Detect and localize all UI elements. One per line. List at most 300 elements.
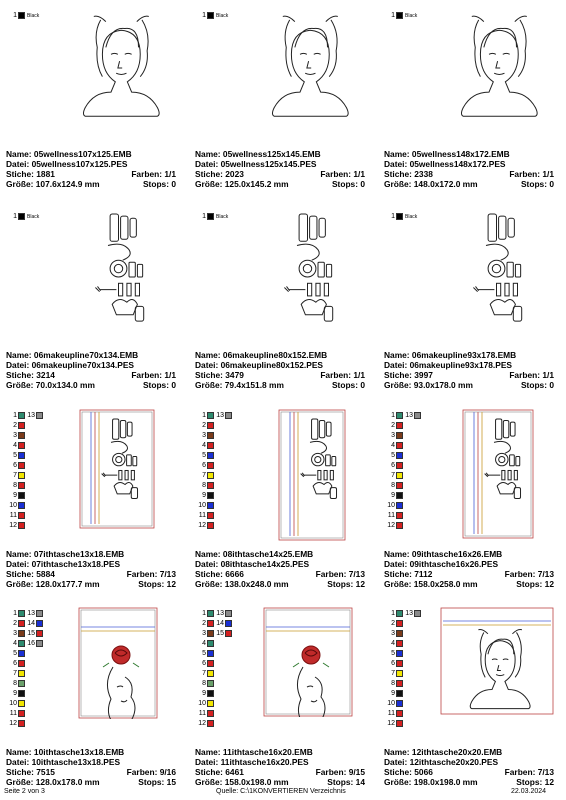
thread-number: 7: [13, 670, 17, 677]
thread-number: 12: [387, 522, 395, 529]
thread-name: Black: [405, 13, 418, 19]
design-preview: [466, 206, 556, 338]
thread-color: [386, 431, 426, 441]
color-swatch: [207, 690, 214, 697]
thread-number: 3: [13, 432, 17, 439]
info-farben: Farben: 7/13: [504, 767, 554, 777]
color-swatch: [396, 472, 403, 479]
color-swatch: [396, 492, 403, 499]
design-preview: [440, 5, 566, 137]
color-swatch: [207, 650, 214, 657]
thread-number: 10: [9, 700, 17, 707]
thread-number: 1: [13, 213, 17, 220]
color-swatch: [396, 432, 403, 439]
color-swatch: [18, 630, 25, 637]
design-preview: [462, 409, 534, 539]
color-swatch: [18, 690, 25, 697]
thread-color: [197, 421, 237, 431]
thread-color: [386, 212, 426, 222]
thread-number: 2: [391, 422, 395, 429]
thread-color: [197, 471, 237, 481]
info-groesse: Größe: 70.0x134.0 mm: [6, 380, 95, 390]
info-groesse: Größe: 158.0x258.0 mm: [384, 579, 478, 589]
thread-number: 9: [13, 492, 17, 499]
color-swatch: [207, 502, 214, 509]
thread-number: 15: [216, 630, 224, 637]
thread-number: 1: [13, 412, 17, 419]
thread-number: 3: [13, 630, 17, 637]
color-swatch: [396, 442, 403, 449]
thread-number: 13: [216, 412, 224, 419]
thread-color: [215, 411, 255, 421]
thread-number: 1: [391, 12, 395, 19]
thread-number: 12: [387, 720, 395, 727]
color-swatch: [396, 213, 403, 220]
info-farben: Farben: 7/13: [504, 569, 554, 579]
thread-color: [8, 481, 48, 491]
color-swatch: [207, 610, 214, 617]
color-swatch: [207, 462, 214, 469]
info-name: Name: 09ithtasche16x26.EMB: [384, 549, 503, 559]
thread-name: Black: [27, 214, 40, 220]
color-swatch: [207, 472, 214, 479]
thread-color: [197, 521, 237, 531]
info-stops: Stops: 14: [327, 777, 365, 787]
thread-color: [8, 461, 48, 471]
color-swatch: [207, 432, 214, 439]
thread-number: 11: [9, 710, 17, 717]
thread-color: [26, 639, 66, 649]
thread-number: 7: [391, 670, 395, 677]
thread-number: 1: [202, 12, 206, 19]
design-preview: [440, 607, 554, 715]
thread-color: [8, 709, 48, 719]
thread-number: 5: [202, 452, 206, 459]
thread-color: [197, 649, 237, 659]
thread-number: 4: [391, 640, 395, 647]
info-stiche: Stiche: 7515: [6, 767, 55, 777]
thread-color: [8, 659, 48, 669]
color-swatch: [36, 412, 43, 419]
thread-color: [197, 669, 237, 679]
info-farben: Farben: 1/1: [320, 169, 365, 179]
color-swatch: [396, 422, 403, 429]
page-number: Seite 2 von 3: [4, 788, 45, 795]
color-swatch: [18, 640, 25, 647]
design-card: [382, 405, 558, 593]
thread-number: 6: [391, 660, 395, 667]
thread-color: [386, 719, 426, 729]
info-farben: Farben: 1/1: [509, 169, 554, 179]
thread-number: 7: [202, 472, 206, 479]
info-stops: Stops: 0: [142, 380, 176, 390]
color-swatch: [396, 412, 403, 419]
thread-name: Black: [216, 214, 229, 220]
thread-number: 4: [13, 640, 17, 647]
info-groesse: Größe: 93.0x178.0 mm: [384, 380, 473, 390]
info-stops: Stops: 0: [520, 380, 554, 390]
thread-color: [386, 659, 426, 669]
color-swatch: [207, 422, 214, 429]
color-swatch: [396, 710, 403, 717]
info-groesse: Größe: 125.0x145.2 mm: [195, 179, 289, 189]
thread-color: [197, 481, 237, 491]
color-swatch: [207, 670, 214, 677]
thread-color: [26, 609, 66, 619]
thread-number: 10: [198, 502, 206, 509]
thread-number: 6: [13, 462, 17, 469]
thread-color: [197, 11, 237, 21]
thread-number: 7: [13, 472, 17, 479]
thread-number: 7: [202, 670, 206, 677]
design-card: [193, 603, 369, 791]
info-datei: Datei: 05wellness125x145.PES: [195, 159, 317, 169]
thread-color: [8, 511, 48, 521]
info-farben: Farben: 1/1: [131, 169, 176, 179]
color-swatch: [396, 512, 403, 519]
color-swatch: [18, 492, 25, 499]
info-stops: Stops: 0: [520, 179, 554, 189]
thread-color: [8, 451, 48, 461]
thread-color: [197, 441, 237, 451]
info-groesse: Größe: 128.0x178.0 mm: [6, 777, 100, 787]
thread-color: [386, 699, 426, 709]
thread-number: 11: [9, 512, 17, 519]
thread-name: Black: [216, 13, 229, 19]
color-swatch: [36, 640, 43, 647]
thread-number: 8: [202, 680, 206, 687]
info-farben: Farben: 1/1: [131, 370, 176, 380]
info-datei: Datei: 06makeupline93x178.PES: [384, 360, 513, 370]
thread-color: [386, 421, 426, 431]
color-swatch: [396, 452, 403, 459]
thread-color: [8, 491, 48, 501]
info-groesse: Größe: 79.4x151.8 mm: [195, 380, 284, 390]
color-swatch: [18, 12, 25, 19]
thread-number: 1: [13, 610, 17, 617]
color-swatch: [207, 700, 214, 707]
thread-number: 1: [13, 12, 17, 19]
color-swatch: [18, 660, 25, 667]
thread-color: [215, 609, 255, 619]
info-farben: Farben: 7/13: [126, 569, 176, 579]
info-stops: Stops: 12: [327, 579, 365, 589]
thread-number: 5: [13, 452, 17, 459]
color-swatch: [396, 610, 403, 617]
thread-number: 9: [202, 690, 206, 697]
thread-number: 5: [391, 452, 395, 459]
thread-color: [26, 629, 66, 639]
info-groesse: Größe: 138.0x248.0 mm: [195, 579, 289, 589]
info-groesse: Größe: 198.0x198.0 mm: [384, 777, 478, 787]
thread-color: [8, 719, 48, 729]
thread-number: 3: [391, 432, 395, 439]
thread-number: 3: [202, 630, 206, 637]
thread-number: 2: [391, 620, 395, 627]
thread-color: [26, 619, 66, 629]
color-swatch: [207, 620, 214, 627]
info-stiche: Stiche: 7112: [384, 569, 433, 579]
color-swatch: [36, 630, 43, 637]
thread-color: [8, 421, 48, 431]
color-swatch: [18, 710, 25, 717]
color-swatch: [207, 720, 214, 727]
color-swatch: [207, 452, 214, 459]
thread-number: 13: [27, 610, 35, 617]
thread-number: 11: [198, 512, 206, 519]
thread-number: 12: [198, 720, 206, 727]
thread-number: 6: [202, 660, 206, 667]
thread-color: [8, 649, 48, 659]
design-card: [382, 5, 558, 193]
color-swatch: [18, 472, 25, 479]
color-swatch: [396, 462, 403, 469]
color-swatch: [207, 640, 214, 647]
design-card: [4, 206, 180, 394]
color-swatch: [18, 620, 25, 627]
color-swatch: [18, 412, 25, 419]
color-swatch: [414, 412, 421, 419]
info-stops: Stops: 0: [142, 179, 176, 189]
thread-color: [197, 679, 237, 689]
color-swatch: [396, 650, 403, 657]
thread-number: 3: [391, 630, 395, 637]
color-swatch: [18, 512, 25, 519]
info-datei: Datei: 05wellness107x125.PES: [6, 159, 128, 169]
source-path: Quelle: C:\1KONVERTIEREN Verzeichnis: [216, 788, 346, 795]
design-preview: [251, 5, 381, 137]
thread-color: [8, 521, 48, 531]
thread-color: [197, 719, 237, 729]
thread-color: [386, 511, 426, 521]
thread-color: [8, 679, 48, 689]
color-swatch: [18, 720, 25, 727]
info-farben: Farben: 7/13: [315, 569, 365, 579]
thread-color: [386, 461, 426, 471]
design-card: [193, 206, 369, 394]
thread-color: [386, 451, 426, 461]
design-card: [4, 5, 180, 193]
info-groesse: Größe: 158.0x198.0 mm: [195, 777, 289, 787]
thread-color: [197, 212, 237, 222]
color-swatch: [18, 422, 25, 429]
design-preview: [278, 409, 346, 541]
thread-number: 9: [391, 492, 395, 499]
info-datei: Datei: 11ithtasche16x20.PES: [195, 757, 309, 767]
info-name: Name: 11ithtasche16x20.EMB: [195, 747, 313, 757]
thread-number: 14: [27, 620, 35, 627]
info-name: Name: 08ithtasche14x25.EMB: [195, 549, 314, 559]
thread-number: 9: [13, 690, 17, 697]
thread-number: 13: [405, 610, 413, 617]
thread-color: [386, 649, 426, 659]
thread-number: 10: [9, 502, 17, 509]
info-farben: Farben: 9/16: [126, 767, 176, 777]
thread-number: 10: [198, 700, 206, 707]
thread-number: 10: [387, 502, 395, 509]
color-swatch: [18, 610, 25, 617]
color-swatch: [18, 213, 25, 220]
color-swatch: [207, 522, 214, 529]
info-stiche: Stiche: 3479: [195, 370, 244, 380]
design-preview: [78, 607, 158, 719]
info-farben: Farben: 1/1: [320, 370, 365, 380]
thread-color: [386, 501, 426, 511]
info-name: Name: 06makeupline93x178.EMB: [384, 350, 517, 360]
thread-color: [386, 481, 426, 491]
thread-number: 1: [391, 412, 395, 419]
design-card: [4, 405, 180, 593]
color-swatch: [396, 690, 403, 697]
thread-number: 10: [387, 700, 395, 707]
info-groesse: Größe: 107.6x124.9 mm: [6, 179, 100, 189]
thread-color: [386, 639, 426, 649]
info-name: Name: 06makeupline70x134.EMB: [6, 350, 139, 360]
thread-name: Black: [27, 13, 40, 19]
thread-number: 5: [13, 650, 17, 657]
info-stops: Stops: 12: [516, 777, 554, 787]
info-name: Name: 05wellness148x172.EMB: [384, 149, 510, 159]
color-swatch: [18, 452, 25, 459]
info-name: Name: 10ithtasche13x18.EMB: [6, 747, 125, 757]
info-stops: Stops: 12: [138, 579, 176, 589]
thread-number: 5: [202, 650, 206, 657]
design-card: [4, 603, 180, 791]
thread-number: 2: [202, 620, 206, 627]
info-datei: Datei: 06makeupline80x152.PES: [195, 360, 324, 370]
info-stops: Stops: 12: [516, 579, 554, 589]
thread-number: 1: [202, 412, 206, 419]
thread-color: [197, 699, 237, 709]
thread-color: [8, 441, 48, 451]
color-swatch: [207, 680, 214, 687]
print-date: 22.03.2024: [511, 788, 547, 795]
design-card: [193, 405, 369, 593]
thread-color: [197, 491, 237, 501]
info-name: Name: 06makeupline80x152.EMB: [195, 350, 328, 360]
thread-number: 14: [216, 620, 224, 627]
thread-number: 5: [391, 650, 395, 657]
info-datei: Datei: 07ithtasche13x18.PES: [6, 559, 121, 569]
thread-color: [386, 471, 426, 481]
thread-color: [8, 699, 48, 709]
color-swatch: [207, 412, 214, 419]
thread-number: 13: [216, 610, 224, 617]
thread-color: [197, 461, 237, 471]
thread-color: [386, 709, 426, 719]
thread-number: 4: [202, 640, 206, 647]
thread-number: 16: [27, 640, 35, 647]
color-swatch: [18, 482, 25, 489]
thread-color: [386, 689, 426, 699]
info-name: Name: 05wellness107x125.EMB: [6, 149, 132, 159]
thread-number: 8: [391, 680, 395, 687]
color-swatch: [18, 522, 25, 529]
design-preview: [88, 206, 178, 338]
info-name: Name: 12ithtasche20x20.EMB: [384, 747, 503, 757]
color-swatch: [207, 12, 214, 19]
thread-color: [215, 629, 255, 639]
thread-color: [197, 511, 237, 521]
thread-number: 15: [27, 630, 35, 637]
color-swatch: [225, 412, 232, 419]
color-swatch: [36, 610, 43, 617]
info-stiche: Stiche: 3997: [384, 370, 433, 380]
thread-color: [386, 629, 426, 639]
color-swatch: [396, 660, 403, 667]
info-farben: Farben: 1/1: [509, 370, 554, 380]
thread-color: [197, 431, 237, 441]
thread-number: 8: [202, 482, 206, 489]
thread-color: [197, 451, 237, 461]
info-name: Name: 07ithtasche13x18.EMB: [6, 549, 125, 559]
thread-number: 12: [198, 522, 206, 529]
thread-number: 11: [387, 710, 395, 717]
thread-number: 6: [391, 462, 395, 469]
thread-color: [8, 689, 48, 699]
design-preview: [277, 206, 367, 338]
thread-number: 8: [13, 482, 17, 489]
info-stops: Stops: 15: [138, 777, 176, 787]
color-swatch: [18, 700, 25, 707]
thread-color: [197, 709, 237, 719]
info-datei: Datei: 12ithtasche20x20.PES: [384, 757, 499, 767]
thread-color: [8, 212, 48, 222]
thread-color: [8, 471, 48, 481]
thread-number: 3: [202, 432, 206, 439]
thread-number: 2: [202, 422, 206, 429]
color-swatch: [207, 710, 214, 717]
thread-color: [8, 431, 48, 441]
info-groesse: Größe: 148.0x172.0 mm: [384, 179, 478, 189]
thread-color: [404, 609, 444, 619]
thread-number: 12: [9, 522, 17, 529]
thread-color: [8, 669, 48, 679]
thread-number: 2: [13, 422, 17, 429]
info-datei: Datei: 06makeupline70x134.PES: [6, 360, 135, 370]
info-datei: Datei: 09ithtasche16x26.PES: [384, 559, 499, 569]
thread-number: 1: [202, 610, 206, 617]
color-swatch: [18, 462, 25, 469]
thread-color: [386, 491, 426, 501]
thread-color: [386, 441, 426, 451]
thread-color: [386, 521, 426, 531]
thread-number: 4: [391, 442, 395, 449]
thread-color: [197, 659, 237, 669]
thread-number: 6: [202, 462, 206, 469]
info-stiche: Stiche: 5884: [6, 569, 55, 579]
thread-number: 7: [391, 472, 395, 479]
thread-color: [8, 11, 48, 21]
color-swatch: [18, 680, 25, 687]
thread-number: 13: [405, 412, 413, 419]
design-card: [382, 206, 558, 394]
thread-number: 1: [391, 213, 395, 220]
color-swatch: [396, 700, 403, 707]
color-swatch: [225, 630, 232, 637]
color-swatch: [207, 482, 214, 489]
color-swatch: [207, 492, 214, 499]
info-stiche: Stiche: 2023: [195, 169, 244, 179]
info-farben: Farben: 9/15: [315, 767, 365, 777]
design-preview: [62, 5, 192, 137]
info-name: Name: 05wellness125x145.EMB: [195, 149, 321, 159]
color-swatch: [225, 610, 232, 617]
color-swatch: [396, 12, 403, 19]
color-swatch: [207, 660, 214, 667]
info-stiche: Stiche: 1881: [6, 169, 55, 179]
color-swatch: [18, 442, 25, 449]
